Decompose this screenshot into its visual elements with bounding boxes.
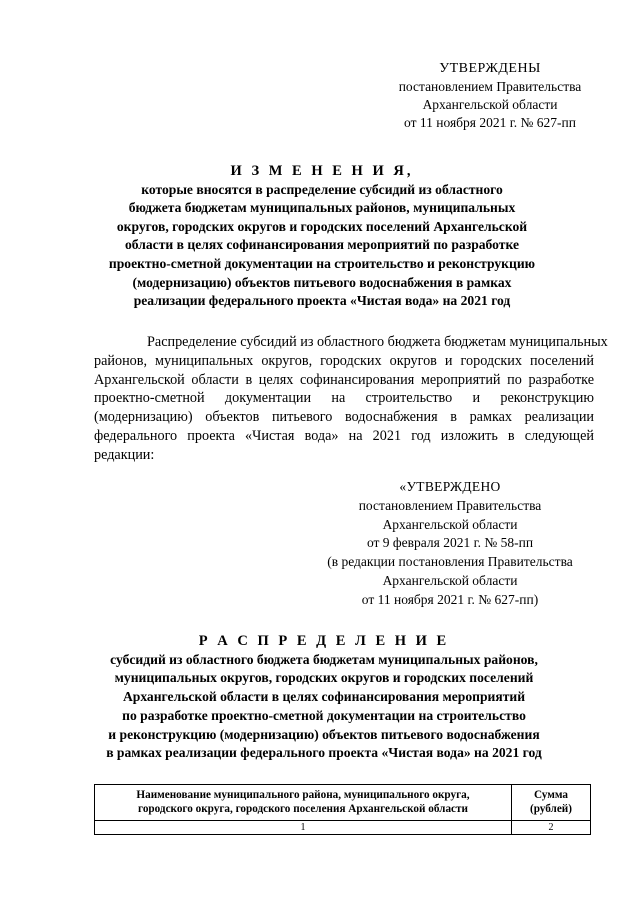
approval-header-line: постановлением Правительства [398,79,582,94]
table-number-row [95,821,591,835]
changes-title [68,162,576,311]
approval-quote-line: постановлением Правительства [358,497,542,513]
distribution-title-line: в рамках реализации федерального проекта «Чистая вода» на 2021 год [106,745,542,761]
approval-header-line: Архангельской области [422,97,558,112]
changes-title-line: (модернизацию) объектов питьевого водоснабжения в рамках [132,274,512,290]
col-name-header-line: Наименование муниципального района, муниципального округа, [136,789,470,801]
distribution-title-line: и реконструкцию (модернизацию) объектов питьевого водоснабжения [108,726,540,742]
approval-header [370,60,610,132]
paragraph-line: (модернизацию) объектов питьевого водоснабжения в рамках реализации [94,409,594,426]
approval-quote [300,478,600,610]
distribution-title-line: муниципальных округов, городских округов и городских поселений [114,670,534,686]
paragraph-line: районов, муниципальных округов, городских округов и городских поселений [94,352,594,369]
distribution-title-line: по разработке проектно-сметной документации на строительство [122,707,526,723]
col-name-header [95,785,512,821]
approval-quote-line: Архангельской области [382,516,518,532]
distribution-title [68,632,580,763]
changes-title-line: проектно-сметной документации на строительство и реконструкцию [108,255,536,271]
changes-title-line: округов, городских округов и городских поселений Архангельской [116,218,528,234]
table-header-row [95,785,591,821]
body-paragraph [94,333,608,465]
changes-title-line: бюджета бюджетам муниципальных районов, муниципальных [128,200,516,216]
approval-quote-line: (в редакции постановления Правительства [327,554,573,570]
approval-quote-title: «УТВЕРЖДЕНО [399,479,501,494]
col-name-header-line: городского округа, городского поселения Архангельской области [138,802,468,815]
approval-quote-line: от 11 ноября 2021 г. № 627-пп) [361,591,539,607]
changes-title-line: области в целях софинансирования мероприятий по разработке [125,237,519,253]
approval-header-line: от 11 ноября 2021 г. № 627-пп [404,115,576,130]
changes-heading: И З М Е Н Е Н И Я, [230,163,414,179]
col-name-number: 1 [95,821,512,835]
col-sum-number: 2 [512,821,591,835]
approval-quote-line: Архангельской области [382,572,518,588]
distribution-title-line: Архангельской области в целях софинансирования мероприятий [122,689,526,705]
col-sum-header-line: (рублей) [530,802,572,815]
paragraph-line: Распределение субсидий из областного бюджета бюджетам муниципальных [147,334,608,350]
paragraph-line: проектно-сметной документации на строительство и реконструкцию [94,390,594,407]
distribution-table [94,784,591,835]
changes-title-line: реализации федерального проекта «Чистая вода» на 2021 год [133,293,511,309]
distribution-title-line: субсидий из областного бюджета бюджетам муниципальных районов, [110,651,538,667]
col-sum-header [512,785,591,821]
changes-title-line: которые вносятся в распределение субсидий из областного [141,181,503,197]
distribution-heading: Р А С П Р Е Д Е Л Е Н И Е [198,633,450,649]
approval-header-title: УТВЕРЖДЕНЫ [439,61,541,76]
paragraph-line: редакции: [94,446,155,463]
approval-quote-line: от 9 февраля 2021 г. № 58-пп [366,535,534,551]
paragraph-line: федерального проекта «Чистая вода» на 2021 год изложить в следующей [94,427,594,444]
col-sum-header-line: Сумма [533,789,568,801]
paragraph-line: Архангельской области в целях софинансирования мероприятий по разработке [94,371,594,388]
